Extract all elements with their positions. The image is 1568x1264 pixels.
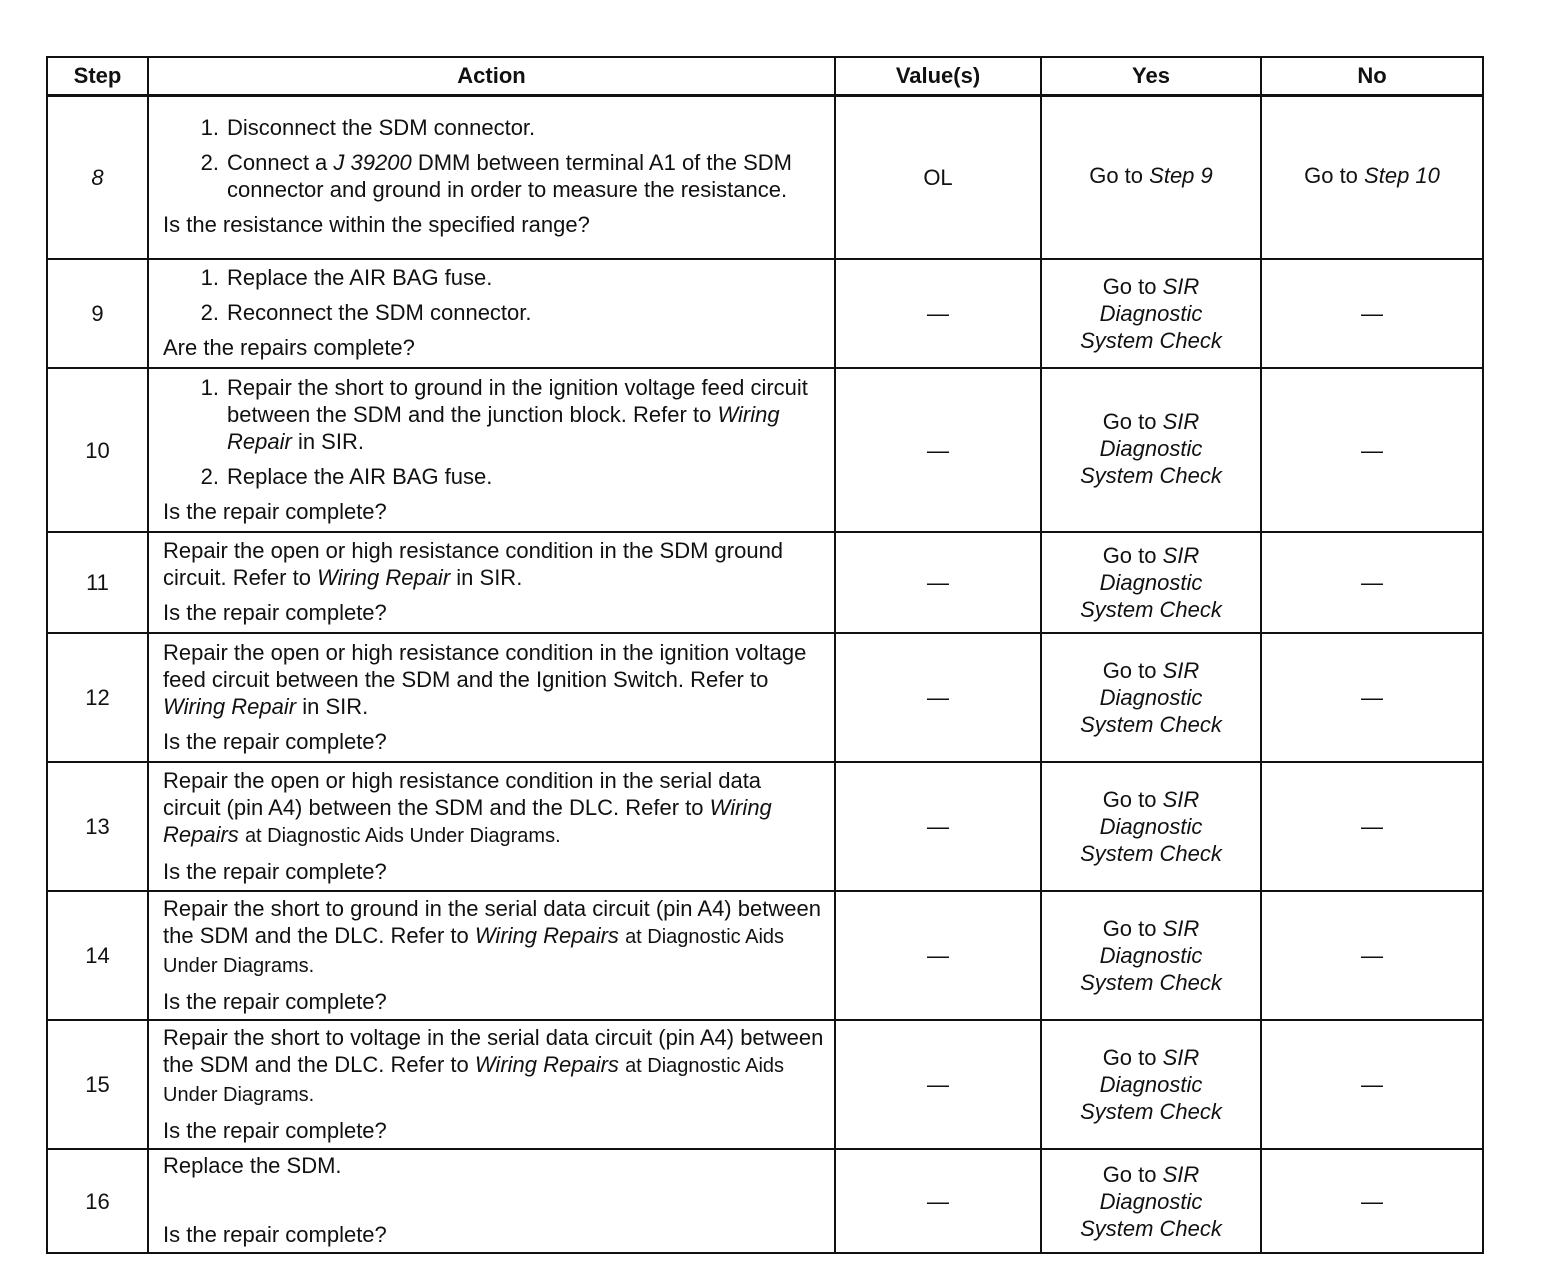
yes-cell: Go to SIR Diagnostic System Check: [1041, 1149, 1261, 1253]
value-cell: —: [835, 762, 1041, 891]
yes-cell: Go to SIR Diagnostic System Check: [1041, 891, 1261, 1020]
step-number: 11: [47, 532, 148, 633]
question: Is the repair complete?: [163, 600, 387, 625]
value-cell: —: [835, 532, 1041, 633]
question: Is the resistance within the specified range?: [163, 212, 590, 238]
question: Is the repair complete?: [163, 498, 387, 524]
action-cell: Replace the SDM. Is the repair complete?: [148, 1149, 835, 1253]
question: Is the repair complete?: [163, 858, 387, 884]
value-cell: —: [835, 259, 1041, 368]
header-yes: Yes: [1041, 57, 1261, 95]
yes-cell: Go to SIR Diagnostic System Check: [1041, 532, 1261, 633]
header-action: Action: [148, 57, 835, 95]
step-number: 8: [47, 95, 148, 259]
value-cell: —: [835, 633, 1041, 762]
action-cell: Repair the open or high resistance condition in the ignition voltage feed circuit between the SDM and the Ignition Switch. Refer to Wiring Repair in SIR. Is the repair complete?: [148, 633, 835, 762]
no-cell: —: [1261, 368, 1483, 532]
table-row-step-11: [47, 532, 1483, 633]
yes-cell: Go to SIR Diagnostic System Check: [1041, 762, 1261, 891]
table-row-step-9: [47, 259, 1483, 368]
question: Is the repair complete?: [163, 1222, 387, 1247]
question: Is the repair complete?: [163, 728, 387, 754]
header-values: Value(s): [835, 57, 1041, 95]
yes-cell: Go to SIR Diagnostic System Check: [1041, 259, 1261, 368]
value-cell: —: [835, 1020, 1041, 1149]
value-cell: —: [835, 1149, 1041, 1253]
action-cell: Repair the open or high resistance condition in the SDM ground circuit. Refer to Wiring Repair in SIR. Is the repair complete?: [148, 532, 835, 633]
header-step: Step: [47, 57, 148, 95]
value-cell: —: [835, 368, 1041, 532]
header-row: [47, 57, 1483, 95]
table-row-step-10: [47, 368, 1483, 532]
list-item: 1. Disconnect the SDM connector.: [200, 115, 536, 141]
step-number: 13: [47, 762, 148, 891]
no-cell: Go to Step 10: [1261, 95, 1483, 259]
no-cell: —: [1261, 1020, 1483, 1149]
table-row-step-13: [47, 762, 1483, 891]
question: Is the repair complete?: [163, 988, 387, 1014]
action-cell: [148, 95, 835, 259]
table-row-step-8: [47, 95, 1483, 259]
list-item: 2. Connect a J 39200 DMM between terminal A1 of the SDM connector and ground in order to measure the resistance.: [200, 150, 792, 203]
yes-cell: Go to Step 9: [1041, 95, 1261, 259]
value-cell: —: [835, 891, 1041, 1020]
action-cell: Repair the short to ground in the serial data circuit (pin A4) between the SDM and the DLC. Refer to Wiring Repairs at Diagnostic Aids Under Diagrams. Is the repair complete?: [148, 891, 835, 1020]
tool-name: J 39200: [333, 150, 412, 176]
no-cell: —: [1261, 1149, 1483, 1253]
step-number: 10: [47, 368, 148, 532]
step-number: 14: [47, 891, 148, 1020]
value-cell: OL: [835, 95, 1041, 259]
table-row-step-14: [47, 891, 1483, 1020]
action-cell: [148, 259, 835, 368]
no-cell: —: [1261, 532, 1483, 633]
yes-cell: Go to SIR Diagnostic System Check: [1041, 633, 1261, 762]
diagnostic-table: [46, 56, 1484, 1254]
list-item: 1. Repair the short to ground in the ignition voltage feed circuit between the SDM and the junction block. Refer to Wiring Repair in SIR.: [200, 374, 808, 454]
no-cell: —: [1261, 259, 1483, 368]
question: Are the repairs complete?: [163, 335, 415, 360]
yes-cell: Go to SIR Diagnostic System Check: [1041, 368, 1261, 532]
table-row-step-15: [47, 1020, 1483, 1149]
step-number: 16: [47, 1149, 148, 1253]
header-no: No: [1261, 57, 1483, 95]
list-item: 1. Replace the AIR BAG fuse.: [200, 265, 493, 290]
action-cell: Repair the open or high resistance condition in the serial data circuit (pin A4) between the SDM and the DLC. Refer to Wiring Repairs at Diagnostic Aids Under Diagrams. Is the repair complete?: [148, 762, 835, 891]
no-cell: —: [1261, 633, 1483, 762]
action-cell: [148, 368, 835, 532]
action-cell: Repair the short to voltage in the serial data circuit (pin A4) between the SDM and the DLC. Refer to Wiring Repairs at Diagnostic Aids Under Diagrams. Is the repair complete?: [148, 1020, 835, 1149]
step-number: 15: [47, 1020, 148, 1149]
table-row-step-12: [47, 633, 1483, 762]
step-number: 9: [47, 259, 148, 368]
table-row-step-16: [47, 1149, 1483, 1253]
yes-cell: Go to SIR Diagnostic System Check: [1041, 1020, 1261, 1149]
list-item: 2. Replace the AIR BAG fuse.: [200, 463, 493, 489]
list-item: 2. Reconnect the SDM connector.: [200, 300, 532, 325]
no-cell: —: [1261, 762, 1483, 891]
no-cell: —: [1261, 891, 1483, 1020]
step-number: 12: [47, 633, 148, 762]
question: Is the repair complete?: [163, 1117, 387, 1143]
